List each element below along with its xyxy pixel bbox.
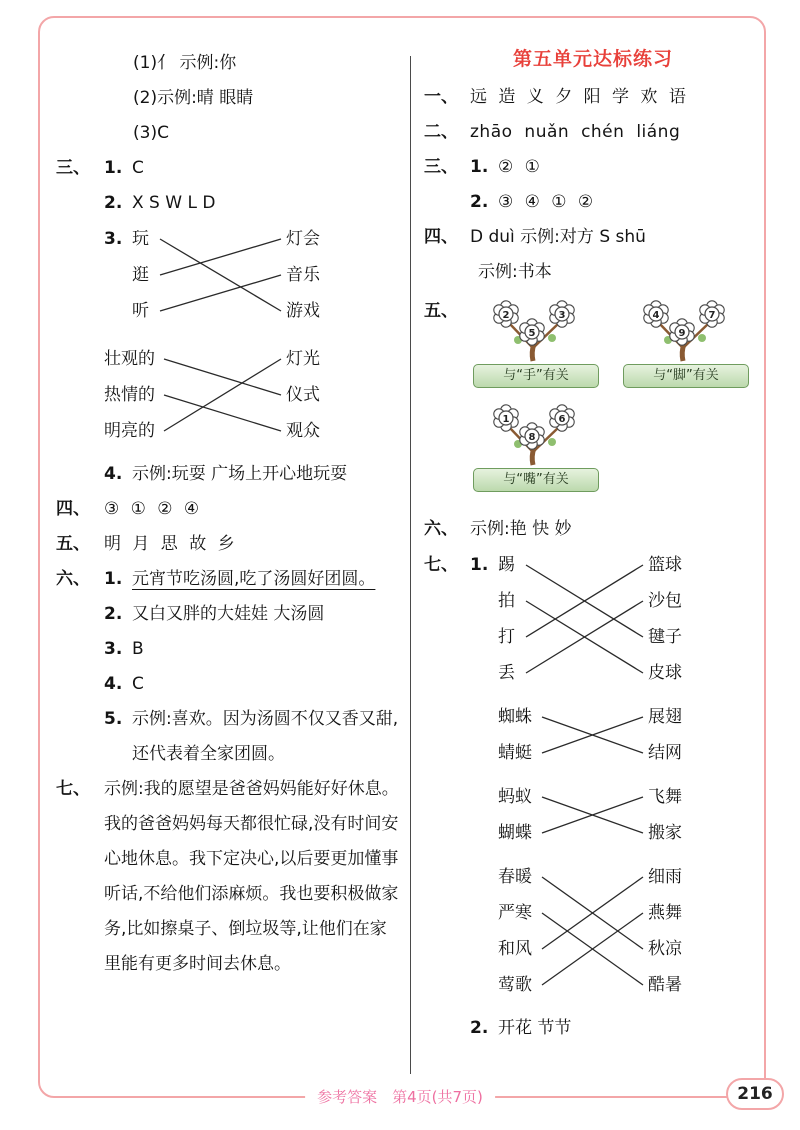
match-right-item: 沙包	[648, 591, 682, 611]
left-column	[56, 46, 402, 982]
underlined-answer: 元宵节吃汤圆,吃了汤圆好团圆。	[132, 569, 376, 589]
right-q7-matching4-wrap	[498, 859, 762, 1003]
match-right-item: 皮球	[648, 663, 682, 683]
question-number: 五、	[56, 534, 90, 554]
flower-number: 6	[558, 414, 566, 425]
match-left-item: 蜘蛛	[498, 707, 532, 727]
match-lines	[158, 221, 283, 329]
column-divider	[410, 56, 411, 1074]
left-q6-item2	[104, 597, 402, 632]
flower-tree-hand	[470, 298, 602, 388]
question-number: 七、	[424, 555, 458, 575]
match-right-item: 结网	[648, 743, 682, 763]
question-number: 五、	[424, 301, 458, 321]
match-left-item: 蚂蚁	[498, 787, 532, 807]
flower-number: 1	[502, 414, 510, 425]
matching-exercise-phrases	[104, 341, 402, 449]
right-q7-matching2-wrap	[498, 699, 762, 771]
answer-text	[132, 562, 402, 597]
match-left-item: 明亮的	[104, 421, 155, 441]
answer-text: 示例:玩耍 广场上开心地玩耍	[132, 464, 348, 484]
question-number: 三、	[424, 157, 458, 177]
match-left-item: 壮观的	[104, 349, 155, 369]
left-q6-item5	[104, 702, 402, 772]
match-left-item: 蝴蝶	[498, 823, 532, 843]
item-number: 2.	[470, 1018, 489, 1038]
flower-number: 2	[502, 310, 510, 321]
match-right-item: 观众	[286, 421, 320, 441]
answer-text: 开花 节节	[498, 1018, 572, 1038]
right-q1-row	[424, 80, 762, 115]
right-q2-row	[424, 115, 762, 150]
answer-text: ③ ④ ① ②	[498, 192, 597, 212]
tree-graphic	[626, 298, 746, 362]
matching-exercise-verbs	[498, 547, 682, 691]
right-q4-row	[424, 220, 762, 255]
right-column	[424, 42, 762, 1046]
flower-number: 9	[678, 328, 686, 339]
pinyin-answer: zhāo nuǎn chén liáng	[470, 122, 681, 142]
question-number: 七、	[56, 779, 90, 799]
right-q3-item1	[424, 150, 762, 185]
item-number: 1.	[104, 569, 123, 589]
match-lines	[524, 547, 645, 691]
match-left-item: 莺歌	[498, 975, 532, 995]
left-q3-item2	[104, 186, 402, 221]
left-q5-row	[56, 527, 402, 562]
left-q3-item3	[104, 221, 402, 329]
match-right-item: 音乐	[286, 265, 320, 285]
left-q6-item1	[56, 562, 402, 597]
right-q6-row	[424, 512, 762, 547]
right-q5-trees	[424, 294, 762, 506]
match-left-item: 打	[498, 627, 515, 647]
essay-answer-text: 示例:我的愿望是爸爸妈妈能好好休息。我的爸爸妈妈每天都很忙碌,没有时间安心地休息。我下定决心,以后要更加懂事听话,不给他们添麻烦。我也要积极做家务,比如擦桌子、倒垃圾等,让他们在家里能有更多时间去休息。	[104, 779, 399, 974]
item-number: 3.	[104, 229, 123, 249]
match-lines	[540, 699, 645, 771]
item-number: 1.	[104, 158, 123, 178]
match-right-item: 灯光	[286, 349, 320, 369]
page-number-badge	[726, 1078, 784, 1110]
matching-exercise-idioms	[498, 859, 762, 1003]
match-right-item: 酷暑	[648, 975, 682, 995]
left-q6-item3	[104, 632, 402, 667]
answer-text: 明 月 思 故 乡	[104, 534, 238, 554]
tree-graphic	[476, 402, 596, 466]
item-number: 1.	[470, 157, 489, 177]
item-number: 5.	[104, 709, 123, 729]
answer-line-2: (2)示例:晴 眼睛	[133, 88, 254, 108]
item-number: 3.	[104, 639, 123, 659]
unit-title: 第五单元达标练习	[512, 48, 673, 70]
matching-exercise-words	[132, 221, 320, 329]
question-number: 二、	[424, 122, 458, 142]
match-left-item: 和风	[498, 939, 532, 959]
answer-text: 又白又胖的大娃娃 大汤圆	[132, 604, 325, 624]
tree-row-1	[470, 298, 762, 388]
flower-tree-mouth	[470, 402, 602, 492]
match-left-item: 拍	[498, 591, 515, 611]
matching-exercise-insects-1	[498, 699, 762, 771]
flower-number: 8	[528, 432, 536, 443]
left-q3-matching2-wrap	[104, 341, 402, 449]
answer-text: D duì 示例:对方 S shū	[470, 227, 646, 247]
match-right-item: 燕舞	[648, 903, 682, 923]
flower-tree-foot	[620, 298, 752, 388]
match-left-item: 听	[132, 301, 149, 321]
tree-banner: 与“手”有关	[473, 364, 599, 388]
question-number: 四、	[424, 227, 458, 247]
answer-line-3: (3)C	[133, 123, 169, 143]
left-q6-item4	[104, 667, 402, 702]
question-number: 六、	[424, 519, 458, 539]
question-number: 四、	[56, 499, 90, 519]
match-left-item: 蜻蜓	[498, 743, 532, 763]
page-number: 216	[737, 1084, 773, 1104]
answer-text: C	[132, 158, 144, 178]
match-right-item: 展翅	[648, 707, 682, 727]
match-left-item: 踢	[498, 555, 515, 575]
answer-text: 示例:喜欢。因为汤圆不仅又香又甜,还代表着全家团圆。	[132, 709, 399, 764]
flower-number: 4	[652, 310, 660, 321]
item-number: 2.	[470, 192, 489, 212]
matching-exercise-insects-2	[498, 779, 762, 851]
match-left-item: 严寒	[498, 903, 532, 923]
match-right-item: 秋凉	[648, 939, 682, 959]
answer-text: 示例:艳 快 妙	[470, 519, 572, 539]
match-right-item: 游戏	[286, 301, 320, 321]
left-q7-row	[56, 772, 402, 982]
match-left-item: 丢	[498, 663, 515, 683]
question-number: 六、	[56, 569, 90, 589]
item-number: 4.	[104, 674, 123, 694]
left-q3-item4	[104, 457, 402, 492]
match-left-item: 春暖	[498, 867, 532, 887]
match-right-item: 搬家	[648, 823, 682, 843]
right-q4-line2: 示例:书本	[478, 262, 552, 282]
match-right-item: 篮球	[648, 555, 682, 575]
tree-diagrams	[470, 294, 762, 506]
page-footer: 参考答案 第4页(共7页)	[305, 1088, 495, 1106]
answer-text: B	[132, 639, 144, 659]
match-right-item: 仪式	[286, 385, 320, 405]
flower-number: 3	[558, 310, 566, 321]
answer-text: ② ①	[498, 157, 543, 177]
answer-line-1: (1)亻 示例:你	[133, 53, 237, 73]
tree-graphic	[476, 298, 596, 362]
right-q3-item2	[470, 185, 762, 220]
match-right-item: 毽子	[648, 627, 682, 647]
match-lines	[162, 341, 283, 449]
match-right-item: 细雨	[648, 867, 682, 887]
tree-banner: 与“嘴”有关	[473, 468, 599, 492]
match-left-item: 热情的	[104, 385, 155, 405]
tree-row-2	[470, 402, 762, 492]
question-number: 一、	[424, 87, 458, 107]
flower-number: 5	[528, 328, 536, 339]
match-right-item: 飞舞	[648, 787, 682, 807]
match-lines	[540, 779, 645, 851]
answer-text: X S W L D	[132, 193, 216, 213]
left-q3-item1	[56, 151, 402, 186]
answer-text: ③ ① ② ④	[104, 499, 203, 519]
answer-text: C	[132, 674, 144, 694]
item-number: 1.	[470, 555, 489, 575]
item-number: 4.	[104, 464, 123, 484]
answer-text: 远 造 义 夕 阳 学 欢 语	[470, 87, 689, 107]
match-left-item: 玩	[132, 229, 149, 249]
right-q7-item1	[424, 547, 762, 691]
match-left-item: 逛	[132, 265, 149, 285]
right-q7-matching3-wrap	[498, 779, 762, 851]
match-lines	[540, 859, 645, 1003]
question-number: 三、	[56, 158, 90, 178]
flower-number: 7	[708, 310, 716, 321]
left-q4-row	[56, 492, 402, 527]
tree-banner: 与“脚”有关	[623, 364, 749, 388]
match-right-item: 灯会	[286, 229, 320, 249]
right-q7-item2	[470, 1011, 762, 1046]
item-number: 2.	[104, 604, 123, 624]
item-number: 2.	[104, 193, 123, 213]
